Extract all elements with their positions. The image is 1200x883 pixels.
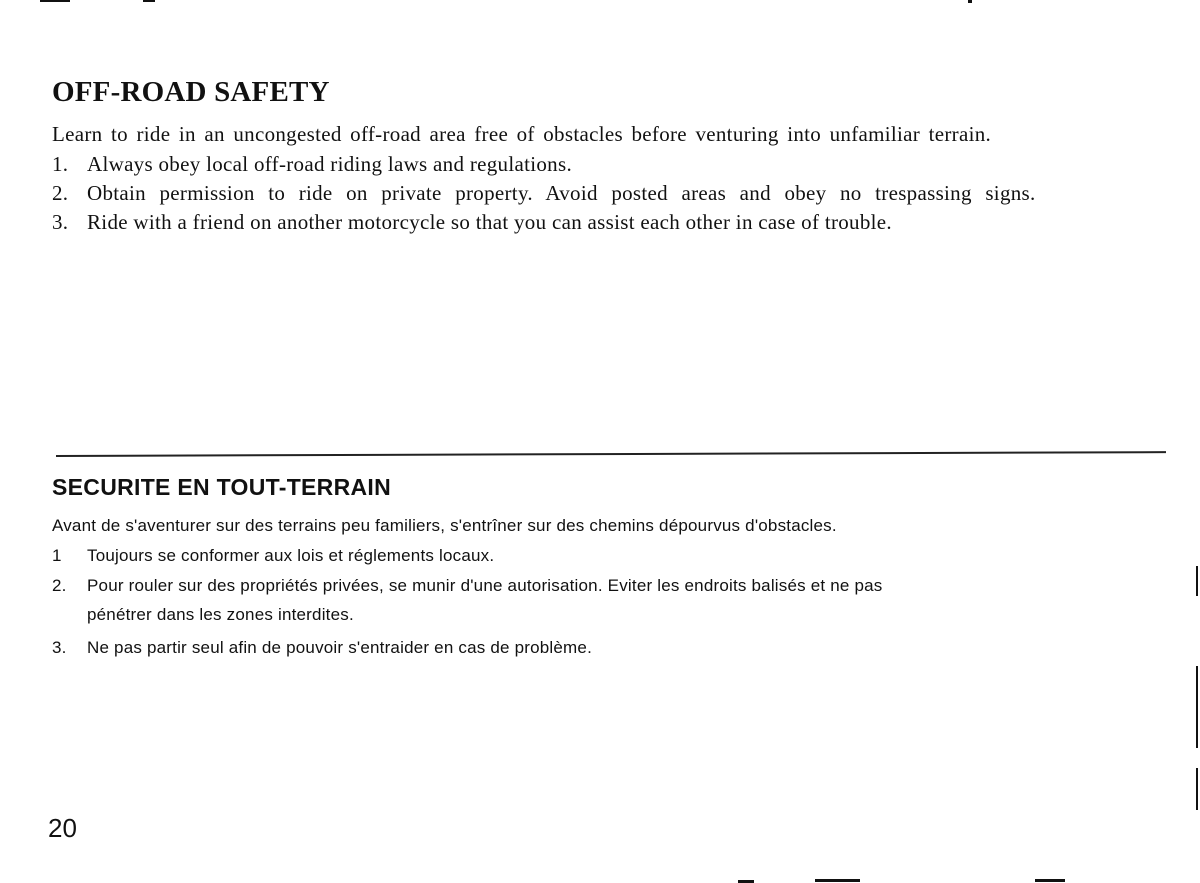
list-item-text: Ride with a friend on another motorcycle so that you can assist each other in case of trouble.	[87, 210, 892, 234]
section-divider	[56, 451, 1166, 457]
list-item-french-1	[52, 546, 494, 566]
list-item-english-1	[52, 152, 572, 177]
scan-mark-top-left-2	[143, 0, 155, 2]
list-item-text: Ne pas partir seul afin de pouvoir s'entraider en cas de problème.	[87, 638, 592, 657]
list-item-number: 3.	[52, 638, 67, 657]
intro-paragraph-french: Avant de s'aventurer sur des terrains peu familiers, s'entrîner sur des chemins dépourvus d'obstacles.	[52, 516, 837, 535]
list-item-french-2	[52, 576, 883, 596]
intro-paragraph-english: Learn to ride in an uncongested off-road area free of obstacles before venturing into unfamiliar terrain.	[52, 122, 992, 146]
list-item-english-2	[52, 181, 1036, 206]
list-item-number: 2.	[52, 576, 67, 595]
list-item-number: 3.	[52, 210, 69, 234]
list-item-text: Toujours se conformer aux lois et réglements locaux.	[87, 546, 495, 565]
scan-mark-right-edge-2	[1196, 666, 1198, 748]
section-title-french: SECURITE EN TOUT-TERRAIN	[52, 474, 392, 500]
list-item-text: Always obey local off-road riding laws and regulations.	[87, 152, 572, 176]
list-item-french-3	[52, 638, 592, 658]
page-number: 20	[48, 813, 77, 843]
list-item-french-2-continuation: pénétrer dans les zones interdites.	[87, 605, 354, 624]
list-item-text: Obtain permission to ride on private property. Avoid posted areas and obey no trespassing signs.	[87, 181, 1036, 205]
list-item-number: 2.	[52, 181, 69, 205]
list-item-number: 1.	[52, 152, 69, 176]
scan-mark-top-right	[968, 0, 972, 3]
section-title-english: OFF-ROAD SAFETY	[52, 76, 330, 108]
scan-mark-right-edge-1	[1196, 566, 1198, 596]
list-item-text: Pour rouler sur des propriétés privées, se munir d'une autorisation. Eviter les endroits balisés et ne pas	[87, 576, 883, 595]
scan-mark-right-edge-3	[1196, 768, 1198, 810]
list-item-number: 1	[52, 546, 62, 565]
scan-mark-bottom-2	[815, 879, 860, 882]
list-item-english-3	[52, 210, 892, 235]
scan-mark-top-left	[40, 0, 70, 2]
scan-mark-bottom-3	[1035, 879, 1065, 882]
